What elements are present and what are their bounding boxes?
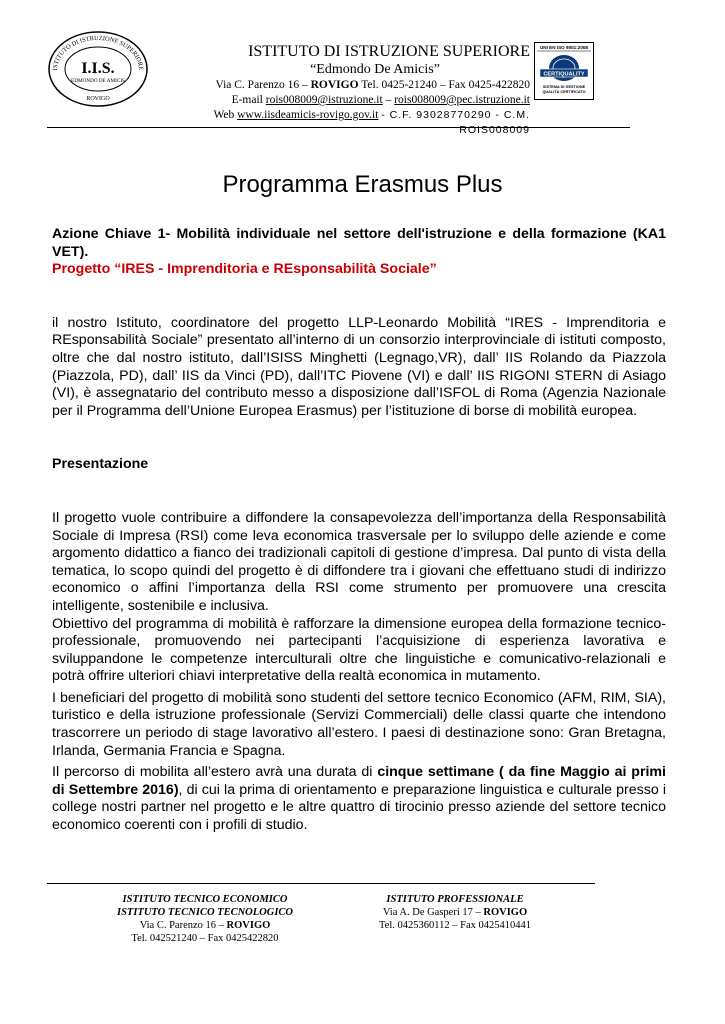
document-body: [52, 226, 666, 835]
web-line: Web www.iisdeamicis-rovigo.gov.it - C.F. 93028770290 - C.M. ROIS008009: [213, 109, 530, 136]
header-divider: [47, 127, 630, 128]
logo-initials: I.I.S.: [81, 60, 115, 77]
address-line: Via C. Parenzo 16 – ROVIGO Tel. 0425-21240 – Fax 0425-422820: [215, 79, 530, 91]
paragraph-2: Obiettivo del programma di mobilità è rafforzare la dimensione europea della formazione tecnico-professionale, promuovendo nei partecipanti l’acquisizione di esperienza lavorativa e sviluppandone le competenze interculturali oltre che linguistiche e comunicativo-relazionali e potrà offrire ulteriori chiavi interpretative della realtà economica in mutamento.: [52, 615, 666, 685]
email-line: E-mail rois008009@istruzione.it – rois008009@pec.istruzione.it: [231, 94, 530, 106]
paragraph-1: Il progetto vuole contribuire a diffondere la consapevolezza dell’importanza della Responsabilità Sociale di Impresa (RSI) come leva economica trasversale per lo sviluppo delle aziende e come argomento didattico a fianco dei tradizionali capitoli di gestione d’impresa. Dal punto di vista della tematica, lo scopo quindi del progetto è di diffondere tra i giovani che effettuano studi di indirizzo economico o affini l’importanza della RSI come strumento per promuovere una crescita intelligente, sostenibile e inclusiva.: [52, 509, 666, 614]
cert-brand: CERTIQUALITY: [543, 71, 585, 78]
cert-label-2: QUALITÀ CERTIFICATO: [542, 90, 586, 94]
logo-ring-text: ISTITUTO DI ISTRUZIONE SUPERIORE: [51, 34, 145, 71]
email-link-2[interactable]: rois008009@pec.istruzione.it: [394, 94, 530, 106]
project-heading: Progetto “IRES - Imprenditoria e REsponsabilità Sociale”: [52, 261, 437, 278]
page-title: Programma Erasmus Plus: [222, 171, 503, 198]
intro-paragraph: il nostro Istituto, coordinatore del progetto LLP-Leonardo Mobilità “IRES - Imprenditoria e REsponsabilità Sociale” presentato all’interno di un consorzio interprovinciale di istituti composto, oltre che dal nostro istituto, dall’ISISS Minghetti (Legnago,VR), dall’ IIS Rolando da Piazzola (Piazzola, PD), dall’ IIS da Vinci (PD), dall’ITC Piovene (VI) e dall’ IIS RIGONI STERN di Asiago (VI), è assegnatario del contributo messo a disposizione dall’ISFOL di Roma (Agenzia Nazionale per il Programma dell’Unione Europea Erasmus) per l’istituzione di borse di mobilità europea.: [52, 314, 666, 419]
logo-school-name: EDMONDO DE AMICIS: [71, 78, 125, 84]
footer-professional-institute: ISTITUTO PROFESSIONALE Via A. De Gasperi 17 – ROVIGO Tel. 0425360112 – Fax 0425410441: [379, 894, 531, 931]
cert-standard: UNI EN ISO 9001:2008: [539, 45, 589, 50]
institute-subtitle: “Edmondo De Amicis”: [310, 62, 440, 77]
paragraph-3: I beneficiari del progetto di mobilità sono studenti del settore tecnico Economico (AFM, RIM, SIA), turistico e della istruzione professionale (Servizi Commerciali) delle classi quarte che intendono trascorrere un periodo di stage lavorativo all’estero. I paesi di destinazione sono: Gran Bretagna, Irlanda, Germania Francia e Spagna.: [52, 689, 666, 759]
fiscal-codes: - C.F. 93028770290 - C.M. ROIS008009: [381, 109, 530, 136]
institute-name: ISTITUTO DI ISTRUZIONE SUPERIORE: [248, 43, 530, 60]
certiquality-logo: [534, 42, 594, 100]
duration-highlight: cinque settimane ( da fine Maggio ai primi di Settembre 2016): [52, 764, 666, 798]
action-heading: Azione Chiave 1- Mobilità individuale nel settore dell'istruzione e della formazione (KA1 VET).: [52, 226, 666, 260]
section-heading: Presentazione: [52, 456, 149, 473]
paragraph-4: Il percorso di mobilita all’estero avrà una durata di cinque settimane ( da fine Maggio ai primi di Settembre 2016), di cui la prima di orientamento e preparazione linguistica e culturale presso i college nostri partner nel progetto e le altre quattro di tirocinio presso aziende del settore tecnico economico coerenti con i profili di studio.: [52, 764, 666, 834]
email-link-1[interactable]: rois008009@istruzione.it: [265, 94, 383, 106]
logo-city: ROVIGO: [86, 96, 110, 102]
website-link[interactable]: www.iisdeamicis-rovigo.gov.it: [237, 109, 379, 121]
letterhead: [150, 42, 530, 138]
footer-technical-institute: ISTITUTO TECNICO ECONOMICO ISTITUTO TECNICO TECNOLOGICO Via C. Parenzo 16 – ROVIGO Tel. 042521240 – Fax 0425422820: [117, 894, 293, 944]
school-logo: [47, 30, 149, 108]
address-city: ROVIGO: [310, 79, 359, 91]
cert-label-1: SISTEMA DI GESTIONE: [542, 85, 586, 89]
footer-divider: [47, 883, 595, 884]
